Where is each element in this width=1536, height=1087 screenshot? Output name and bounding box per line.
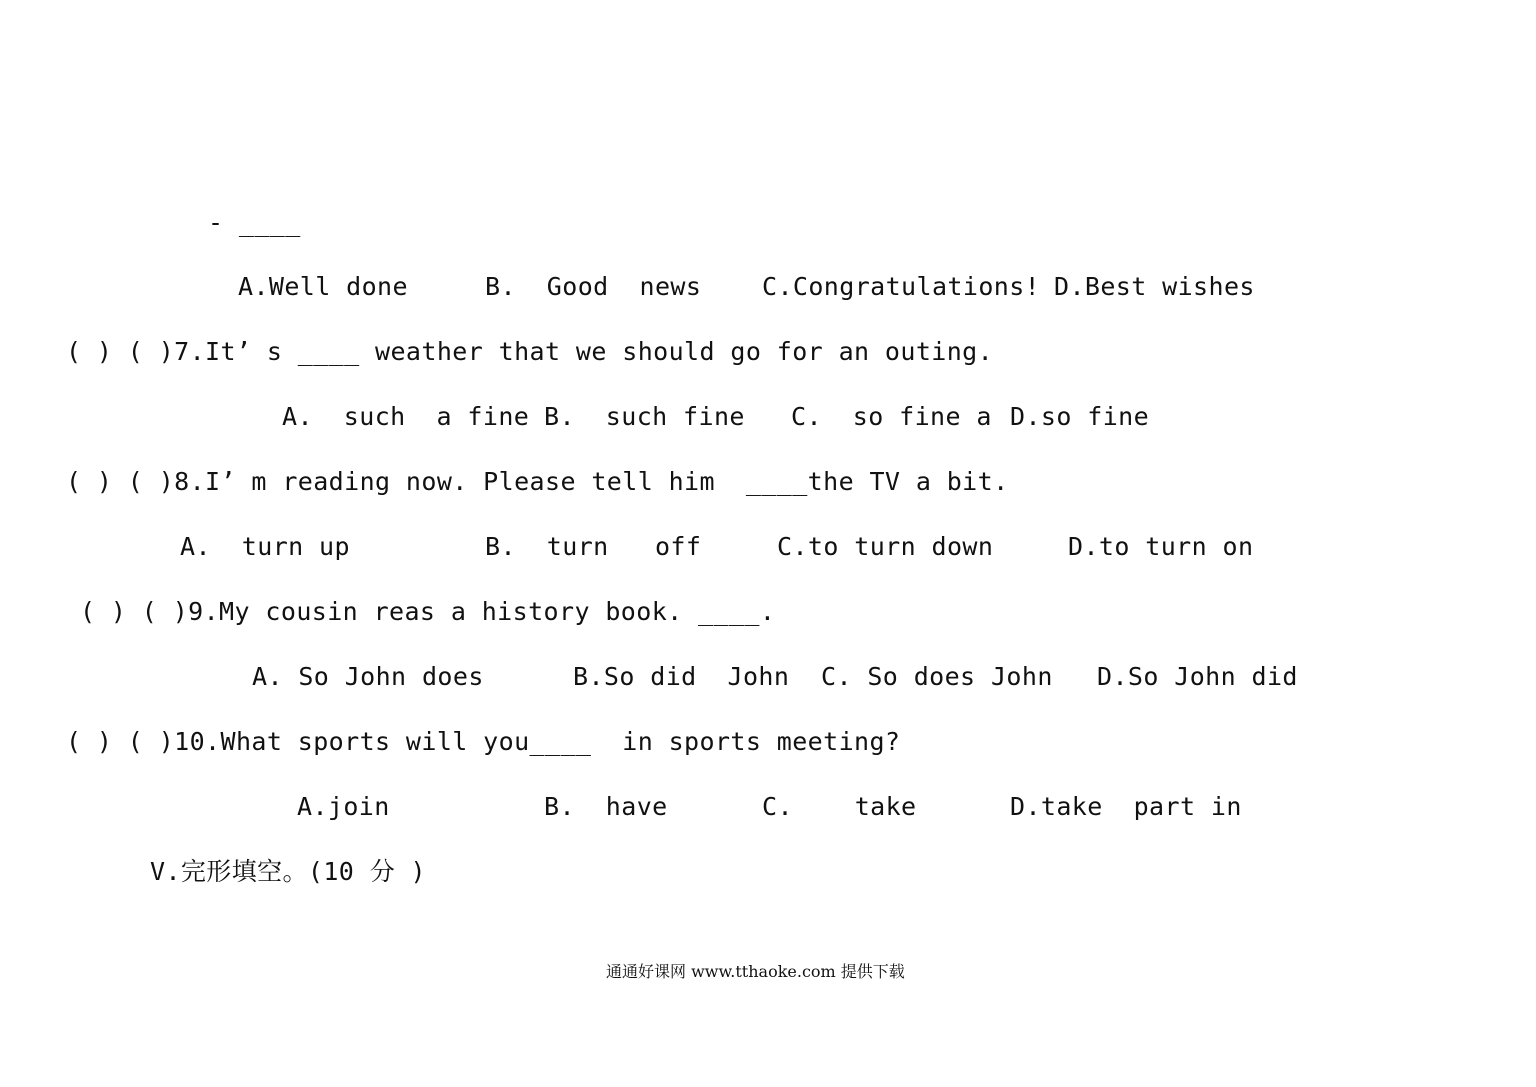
q10-option-a: A.join — [297, 792, 390, 821]
q9-option-a: A. So John does — [252, 662, 484, 691]
q8-option-c: C.to turn down — [777, 532, 994, 561]
q6-option-c: C.Congratulations! — [762, 272, 1041, 301]
q6-option-a: A.Well done — [238, 272, 408, 301]
q8-option-b: B. turn off — [485, 532, 702, 561]
q10-option-b: B. have — [544, 792, 668, 821]
q9-option-c: C. So does John — [821, 662, 1053, 691]
q6-option-b: B. Good news — [485, 272, 702, 301]
q6-option-d: D.Best wishes — [1054, 272, 1255, 301]
q8-option-a: A. turn up — [180, 532, 350, 561]
q9-option-b: B.So did John — [573, 662, 790, 691]
q9-option-d: D.So John did — [1097, 662, 1298, 691]
q7-option-a: A. such a fine — [282, 402, 530, 431]
q10-option-d: D.take part in — [1010, 792, 1242, 821]
section-5-heading: V.完形填空。(10 分 ) — [150, 857, 427, 886]
q7-stem: ( ) ( )7.It’ s ____ weather that we should go for an outing. — [66, 337, 994, 366]
q10-stem: ( ) ( )10.What sports will you____ in sports meeting? — [66, 727, 901, 756]
q6-answer-line: - ____ — [208, 208, 301, 237]
q10-option-c: C. take — [762, 792, 917, 821]
q9-stem: ( ) ( )9.My cousin reas a history book. ____. — [80, 597, 776, 626]
q7-option-c: C. so fine a — [791, 402, 992, 431]
q7-option-b: B. such fine — [544, 402, 745, 431]
q8-stem: ( ) ( )8.I’ m reading now. Please tell him ____the TV a bit. — [66, 467, 1009, 496]
q8-option-d: D.to turn on — [1068, 532, 1254, 561]
page-footer: 通通好课网 www.tthaoke.com 提供下载 — [606, 962, 905, 981]
q7-option-d: D.so fine — [1010, 402, 1150, 431]
